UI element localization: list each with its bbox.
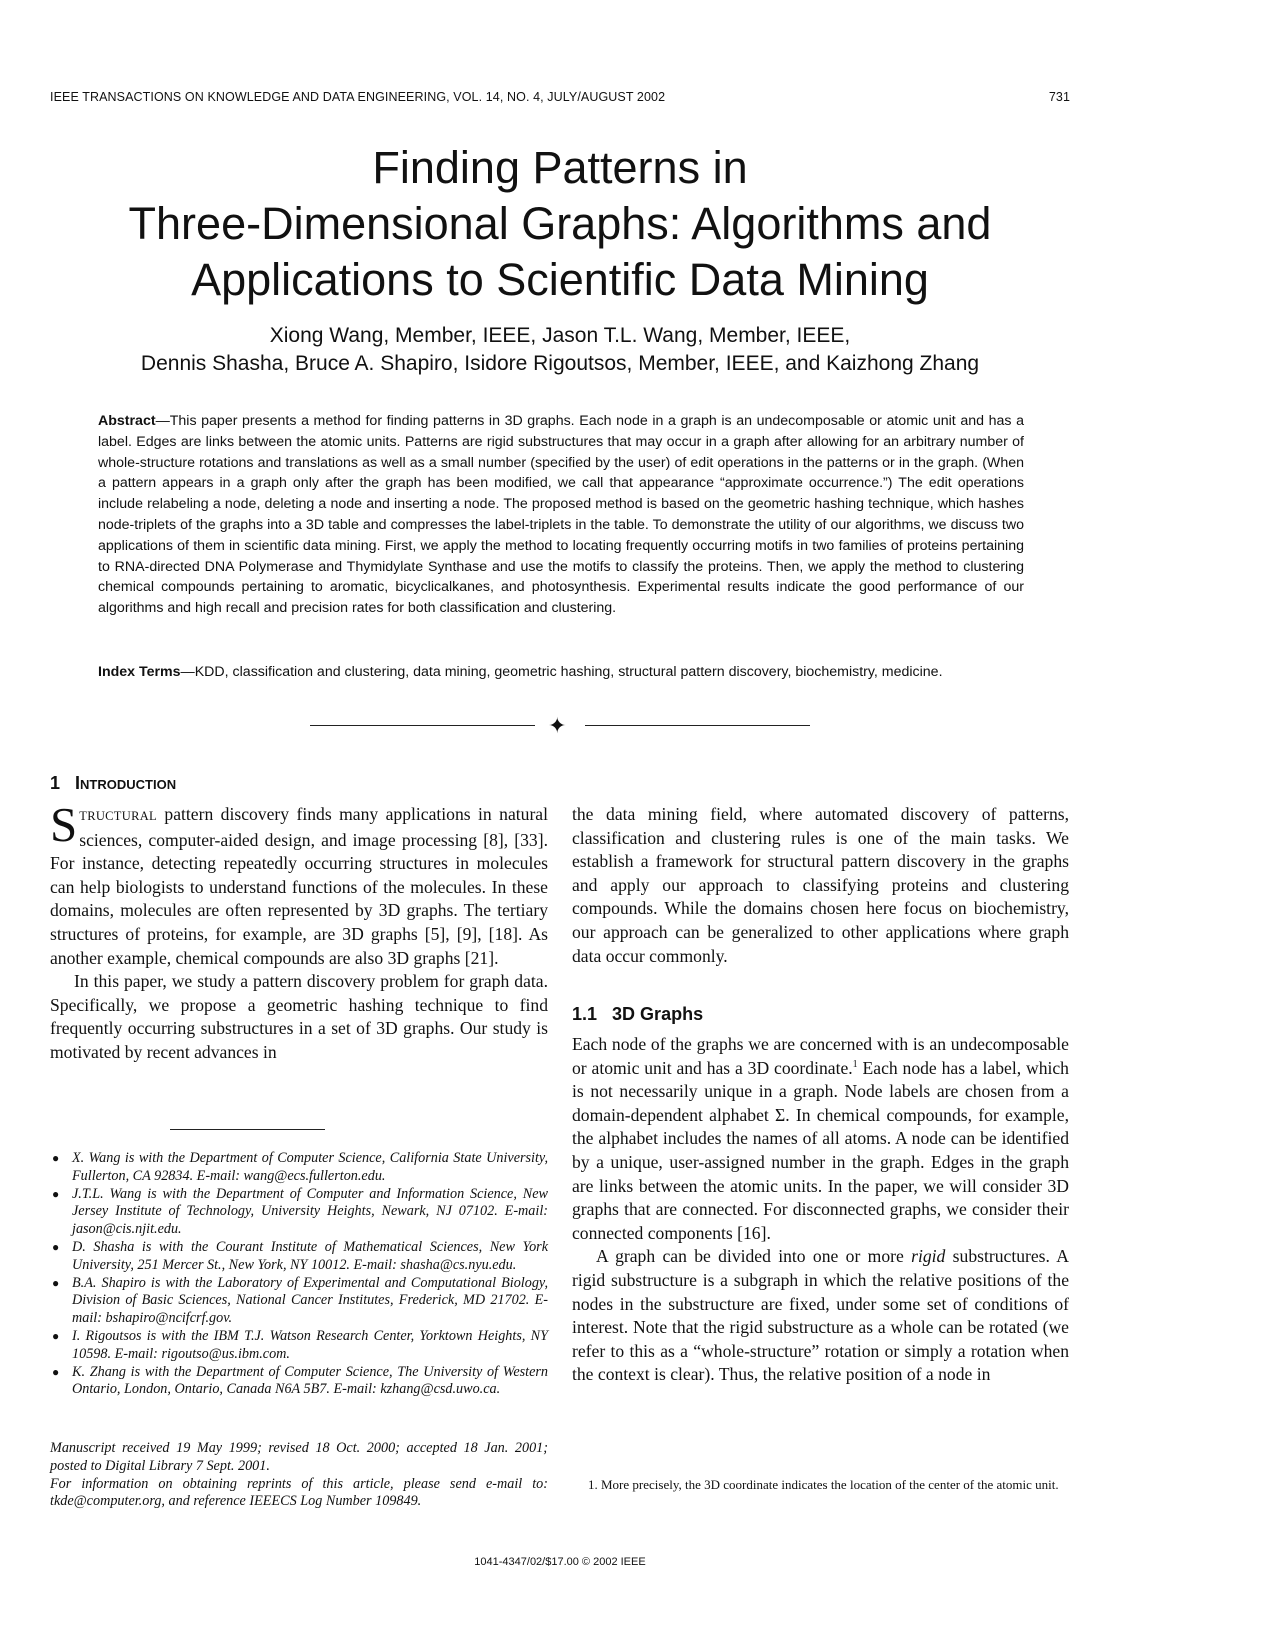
abstract-label: Abstract [98,413,156,429]
right-column-body [572,803,1069,968]
footnote-marker: 1 [852,1058,858,1070]
index-terms-label: Index Terms [98,664,181,680]
section-heading-introduction [50,773,176,794]
footnote [572,1477,1069,1493]
title-line-3: Applications to Scientific Data Mining [191,254,929,305]
author-list [60,322,1060,378]
subsection-title: 3D Graphs [612,1004,704,1024]
emphasis-rigid: rigid [911,1246,946,1267]
bullet-icon: ● [52,1275,60,1290]
reprint-info: For information on obtaining reprints of this article, please send e-mail to: tkde@computer.org, and reference IEEECS Log Number 109849. [50,1475,548,1510]
small-caps-lead: TRUCTURAL [79,809,157,823]
affiliation-item: ● I. Rigoutsos is with the IBM T.J. Watson Research Center, Yorktown Heights, NY 10598. E-mail: rigoutso@us.ibm.com. [52,1327,548,1362]
left-column-body [50,797,548,1065]
divider-line-left [310,725,535,726]
authors-line-1: Xiong Wang, Member, IEEE, Jason T.L. Wang, Member, IEEE, [269,324,851,347]
copyright-footer: 1041-4347/02/$17.00 © 2002 IEEE [474,1556,646,1568]
journal-info: IEEE TRANSACTIONS ON KNOWLEDGE AND DATA ENGINEERING, VOL. 14, NO. 4, JULY/AUGUST 2002 [50,90,666,104]
title-line-1: Finding Patterns in [372,142,748,193]
bullet-icon: ● [52,1328,60,1343]
drop-cap: S [50,797,78,852]
intro-paragraph-3: the data mining field, where automated discovery of patterns, classification and clustering rules is one of the main tasks. We establish a framework for structural pattern discovery in the graphs and apply our approach to classifying proteins and clustering compounds. While the domains chosen here focus on biochemistry, our approach can be generalized to other applications where graph data occur commonly. [572,804,1069,966]
graphs-paragraph-2: A graph can be divided into one or more rigid substructures. A rigid substructure is a subgraph in which the relative positions of the nodes in the substructure are fixed, under some set of conditions of interest. Note that the rigid substructure as a whole can be rotated (we refer to this as a “whole-structure” rotation or simply a rotation when the context is clear). Thus, the relative position of a node in [572,1246,1069,1385]
divider-star-icon: ✦ [548,713,567,738]
affiliation-item: ● J.T.L. Wang is with the Department of Computer and Information Science, New Jersey Institute of Technology, University Heights, Newark, NJ 07102. E-mail: jason@cis.njit.edu. [52,1185,548,1238]
section-divider [310,714,810,738]
author-affiliations [50,1150,548,1399]
footnote-number: 1. [588,1477,598,1492]
manuscript-dates: Manuscript received 19 May 1999; revised 18 Oct. 2000; accepted 18 Jan. 2001; posted to Digital Library 7 Sept. 2001. [50,1440,548,1474]
index-terms [98,662,1024,683]
bullet-icon: ● [52,1186,60,1201]
bullet-icon: ● [52,1239,60,1254]
abstract-text: —This paper presents a method for finding patterns in 3D graphs. Each node in a graph is an undecomposable or atomic unit and has a label. Edges are links between the atomic units. Patterns are rigid substructures that may occur in a graph after allowing for an arbitrary number of whole-structure rotations and translations as well as a small number (specified by the user) of edit operations in the patterns or in the graph. (When a pattern appears in a graph only after the graph has been modified, we call that appearance “approximate occurrence.”) The edit operations include relabeling a node, deleting a node and inserting a node. The proposed method is based on the geometric hashing technique, which hashes node-triplets of the graphs into a 3D table and compresses the label-triplets in the table. To demonstrate the utility of our algorithms, we discuss two applications of them in scientific data mining. First, we apply the method to locating frequently occurring motifs in two families of proteins pertaining to RNA-directed DNA Polymerase and Thymidylate Synthase and use the motifs to classify the proteins. Then, we apply the method to clustering chemical compounds pertaining to aromatic, bicyclicalkanes, and photosynthesis. Experimental results indicate the good performance of our algorithms and high recall and precision rates for both classification and clustering. [98,413,1024,617]
page-number: 731 [1048,90,1070,104]
title-line-2: Three-Dimensional Graphs: Algorithms and [128,198,992,249]
intro-paragraph-1-text: pattern discovery finds many applications in natural sciences, computer-aided design, and image processing [8], [33]. For instance, detecting repeatedly occurring structures in molecules can help biologists to understand functions of the molecules. In these domains, molecules are often represented by 3D graphs. The tertiary structures of proteins, for example, are 3D graphs [5], [9], [18]. As another example, chemical compounds are also 3D graphs [21]. [50,804,548,968]
bullet-icon: ● [52,1364,60,1379]
bullet-icon: ● [52,1151,60,1165]
affiliation-item: ● K. Zhang is with the Department of Computer Science, The University of Western Ontario, London, Ontario, Canada N6A 5B7. E-mail: kzhang@csd.uwo.ca. [52,1363,548,1398]
right-column-subsection-body [572,1033,1069,1387]
intro-paragraph-2: In this paper, we study a pattern discovery problem for graph data. Specifically, we propose a geometric hashing technique to find frequently occurring substructures in a set of 3D graphs. Our study is motivated by recent advances in [50,971,548,1062]
section-number: 1 [50,773,61,793]
paper-title [60,140,1060,308]
graphs-paragraph-1: Each node of the graphs we are concerned with is an undecomposable or atomic unit and has a 3D coordinate.$^1$ Each node has a label, which is not necessarily unique in a graph. Node labels are chosen from a domain-dependent alphabet Σ. In chemical compounds, for example, the alphabet includes the names of all atoms. A node can be identified by a unique, user-assigned number in the graph. Edges in the graph are links between the atomic units. In the paper, we will consider 3D graphs that are connected. For disconnected graphs, we consider their connected components [16]. [572,1034,1069,1243]
abstract [98,411,1024,619]
footnote-text: More precisely, the 3D coordinate indicates the location of the center of the atomic unit. [597,1477,1059,1492]
manuscript-info [50,1440,548,1511]
affiliation-item: ● D. Shasha is with the Courant Institute of Mathematical Sciences, New York University, 251 Mercer St., New York, NY 10012. E-mail: shasha@cs.nyu.edu. [52,1238,548,1273]
running-head [50,90,1070,104]
subsection-number: 1.1 [572,1004,598,1024]
divider-line-right [585,725,810,726]
index-terms-text: —KDD, classification and clustering, data mining, geometric hashing, structural pattern discovery, biochemistry, medicine. [180,664,943,680]
subsection-heading-3d-graphs [572,1004,703,1025]
intro-paragraph-1 [50,797,548,970]
affiliation-item: ● B.A. Shapiro is with the Laboratory of Experimental and Computational Biology, Division of Basic Sciences, National Cancer Institutes, Frederick, MD 21702. E-mail: bshapiro@ncifcrf.gov. [52,1274,548,1327]
section-title: Introduction [75,773,177,793]
affiliation-item: ● X. Wang is with the Department of Computer Science, California State University, Fullerton, CA 92834. E-mail: wang@ecs.fullerton.edu. [52,1150,548,1184]
authors-line-2: Dennis Shasha, Bruce A. Shapiro, Isidore Rigoutsos, Member, IEEE, and Kaizhong Zhang [140,352,980,375]
footnote-rule [170,1129,325,1130]
